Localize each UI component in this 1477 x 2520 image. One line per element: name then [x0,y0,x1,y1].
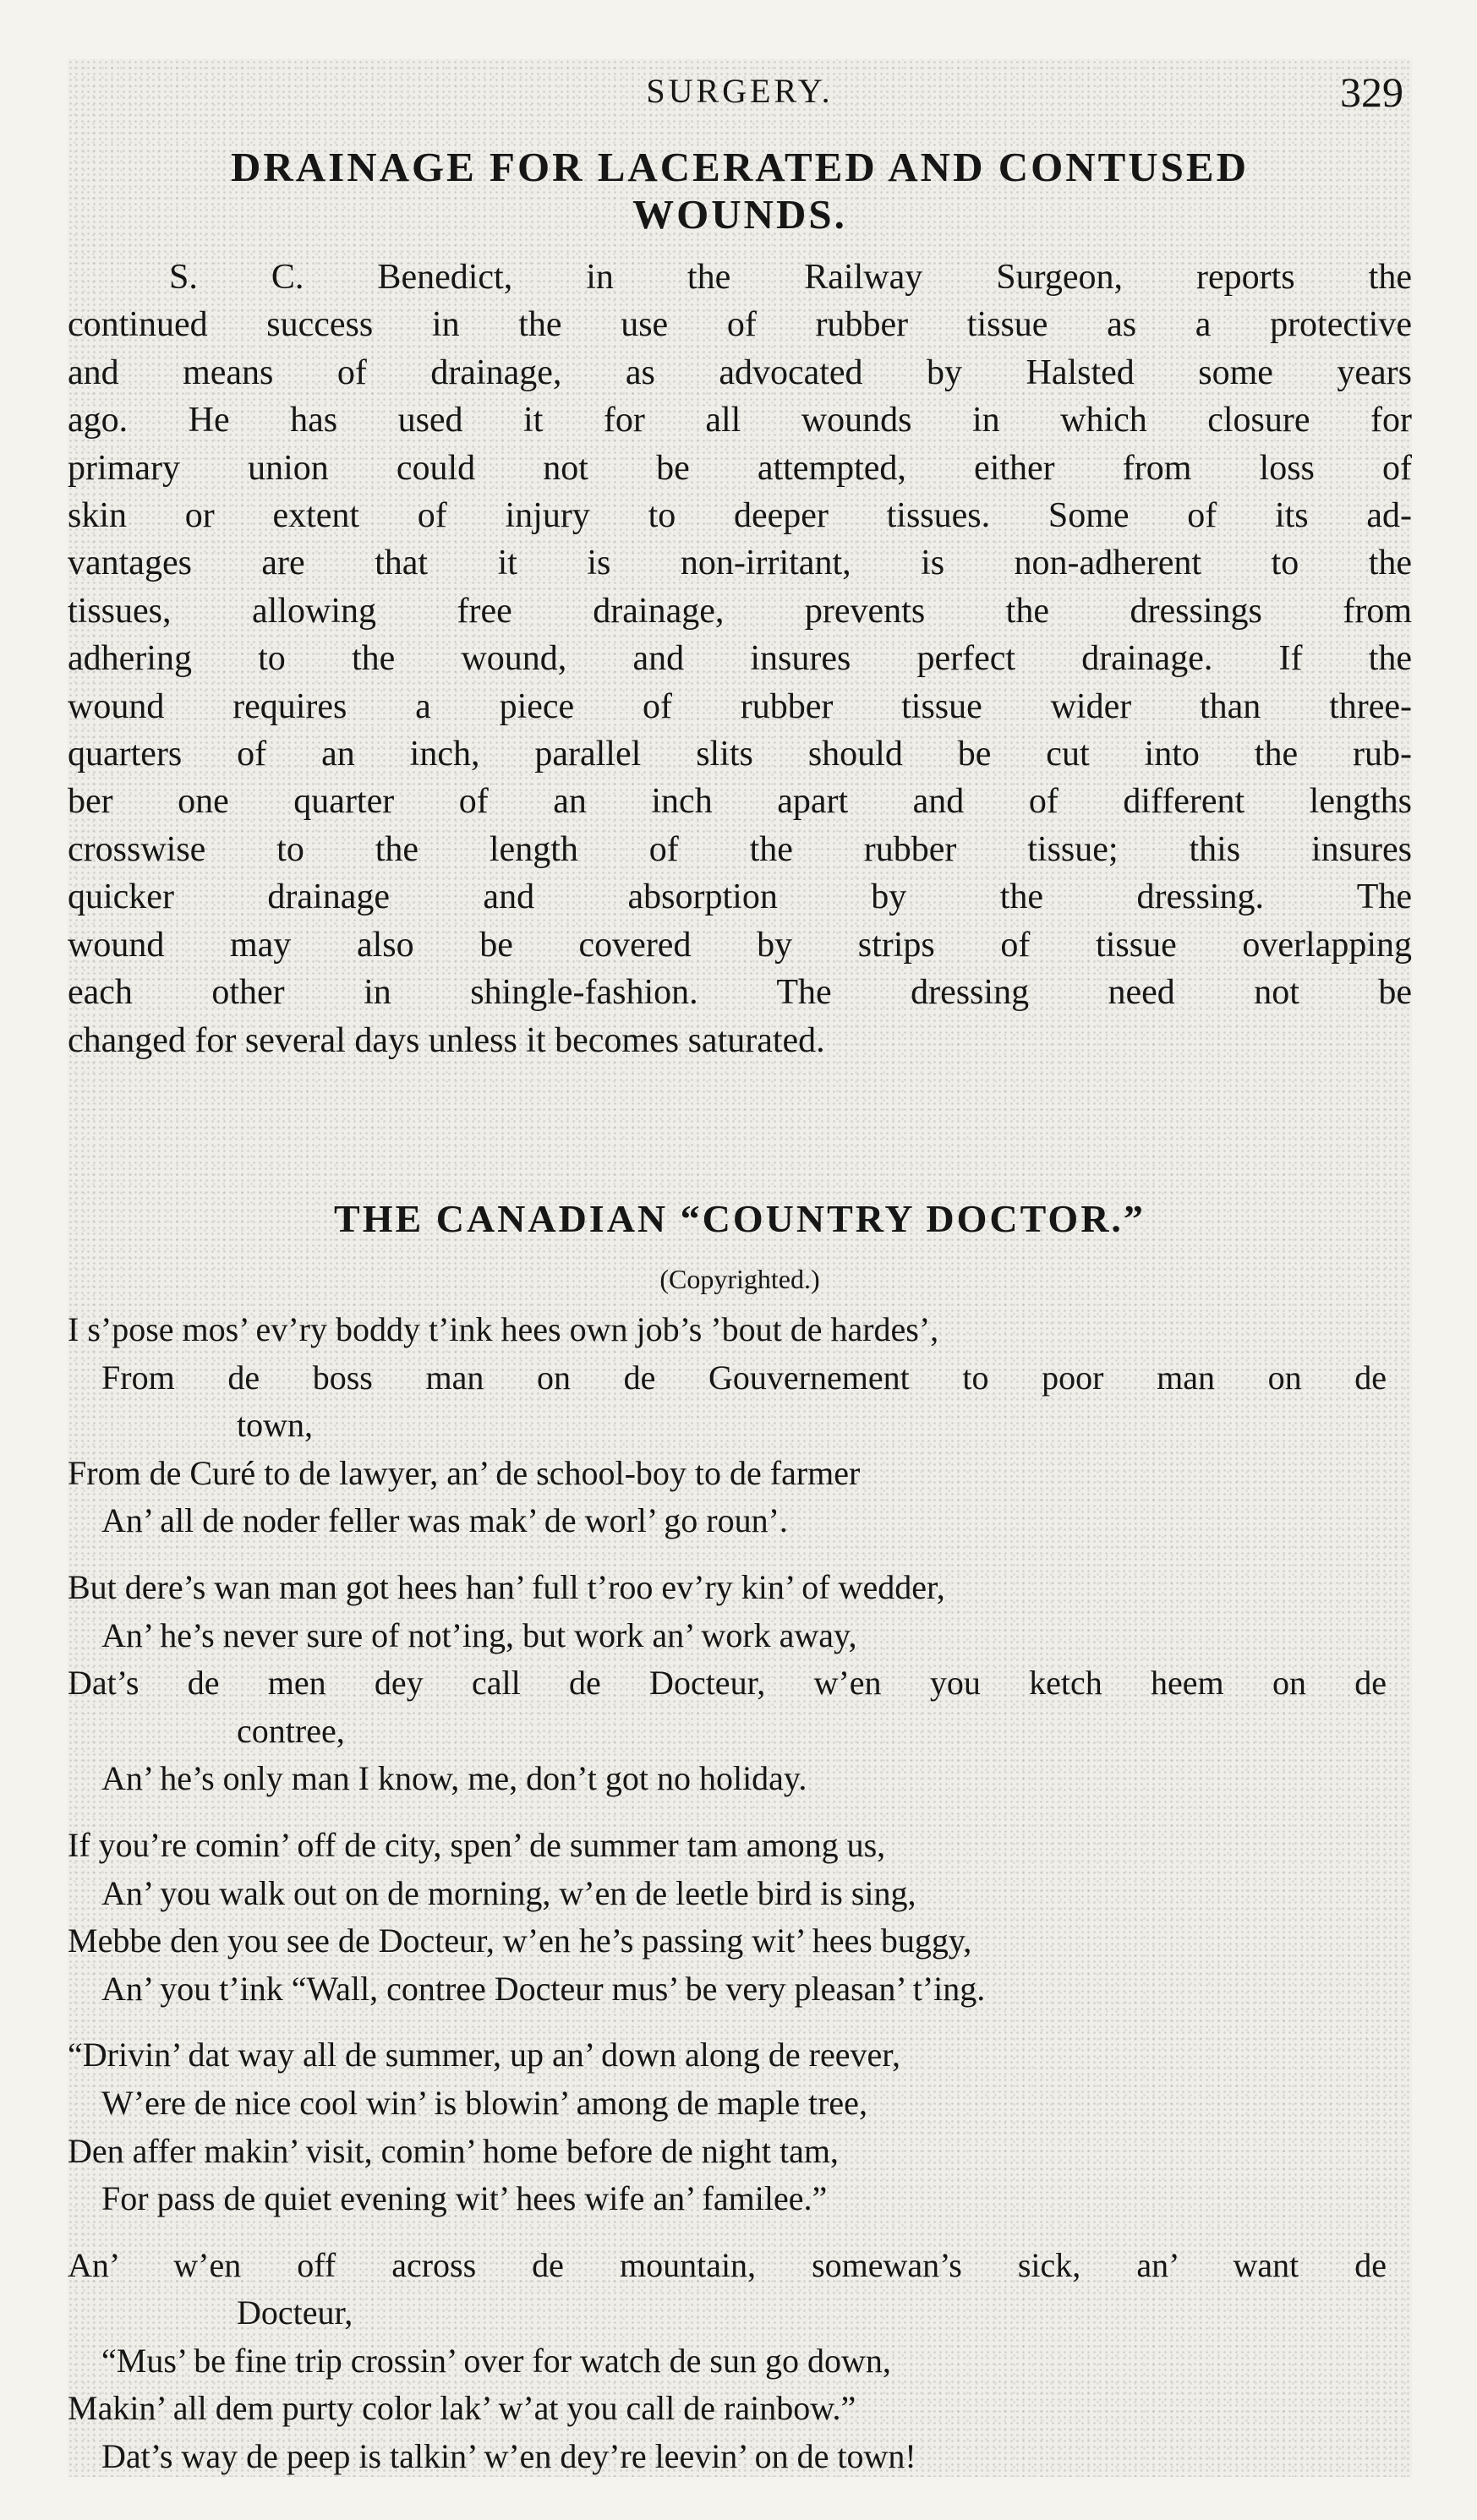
body-line: continued success in the use of rubber tissue as a protective [68,305,1412,345]
body-line: primary union could not be attempted, either from loss of [68,448,1412,488]
poem-line: An’ he’s only man I know, me, don’t got no holiday. [101,1759,807,1798]
running-title: SURGERY. [646,72,834,110]
body-line: quarters of an inch, parallel slits should be cut into the rub- [68,735,1412,774]
body-line: tissues, allowing free drainage, prevents the dressings from [68,591,1412,631]
article-title-line: WOUNDS. [632,191,847,238]
body-line: skin or extent of injury to deeper tissues. Some of its ad- [68,496,1412,536]
poem-line: An’ he’s never sure of not’ing, but work an’ work away, [101,1615,857,1654]
body-line: each other in shingle-fashion. The dressing need not be [68,973,1412,1013]
poem-line: An’ w’en off across de mountain, somewan’s sick, an’ want de [68,2245,1387,2284]
copyright-note: (Copyrighted.) [659,1264,820,1294]
stanza [68,1564,1412,1803]
poem-line: Docteur, [237,2293,353,2332]
poem-line: From de Curé to de lawyer, an’ de school-boy to de farmer [68,1453,861,1492]
body-line: S. C. Benedict, in the Railway Surgeon, reports the [169,258,1412,297]
body-line: ber one quarter of an inch apart and of different lengths [68,782,1412,822]
poem-line: town, [237,1406,313,1445]
body-line: ago. He has used it for all wounds in which closure for [68,401,1412,440]
poem-line: If you’re comin’ off de city, spen’ de summer tam among us, [68,1825,886,1864]
poem-line: Makin’ all dem purty color lak’ w’at you call de rainbow.” [68,2389,856,2428]
poem-line: For pass de quiet evening wit’ hees wife an’ familee.” [101,2179,828,2218]
poem-line: Dat’s way de peep is talkin’ w’en dey’re leevin’ on de town! [101,2437,916,2476]
poem-line: “Drivin’ dat way all de summer, up an’ down along de reever, [68,2036,900,2074]
poem-line: An’ all de noder feller was mak’ de worl’ go roun’. [101,1501,788,1540]
poem-line: contree, [237,1711,345,1750]
poem-line: W’ere de nice cool win’ is blowin’ among de maple tree, [101,2083,867,2122]
body-line: wound may also be covered by strips of tissue overlapping [68,925,1412,965]
body-line: and means of drainage, as advocated by Halsted some years [68,353,1412,392]
poem-line: An’ you walk out on de morning, w’en de leetle bird is sing, [101,1873,916,1912]
poem-line: I s’pose mos’ ev’ry boddy t’ink hees own job’s ’bout de hardes’, [68,1310,939,1348]
poem-line: From de boss man on de Gouvernement to poor man on de [101,1358,1387,1397]
poem-line: An’ you t’ink “Wall, contree Docteur mus’ be very pleasan’ t’ing. [101,1969,986,2008]
article-body [68,254,1412,1064]
body-line: adhering to the wound, and insures perfect drainage. If the [68,639,1412,679]
article-title-line: DRAINAGE FOR LACERATED AND CONTUSED [231,144,1249,190]
poem-body [68,1306,1412,2500]
body-line: wound requires a piece of rubber tissue wider than three- [68,686,1412,726]
stanza [68,2031,1412,2222]
stanza [68,1306,1412,1545]
book-page [68,59,1412,2477]
stanza [68,2242,1412,2481]
page-number: 329 [1340,68,1403,116]
body-line: crosswise to the length of the rubber tissue; this insures [68,829,1412,869]
article-title [68,144,1412,238]
poem-line: Mebbe den you see de Docteur, w’en he’s passing wit’ hees buggy, [68,1921,972,1960]
poem-line: “Mus’ be fine trip crossin’ over for watch de sun go down, [101,2341,891,2380]
body-line: changed for several days unless it becomes saturated. [68,1020,825,1060]
body-line: quicker drainage and absorption by the dressing. The [68,877,1412,917]
page-header [68,68,1412,118]
body-line: vantages are that it is non-irritant, is non-adherent to the [68,544,1412,583]
poem-line: Den affer makin’ visit, comin’ home before de night tam, [68,2131,839,2170]
poem-line: Dat’s de men dey call de Docteur, w’en you ketch heem on de [68,1664,1387,1703]
poem-line: But dere’s wan man got hees han’ full t’roo ev’ry kin’ of wedder, [68,1567,945,1606]
poem-title: THE CANADIAN “COUNTRY DOCTOR.” [334,1197,1146,1240]
stanza [68,1822,1412,2013]
